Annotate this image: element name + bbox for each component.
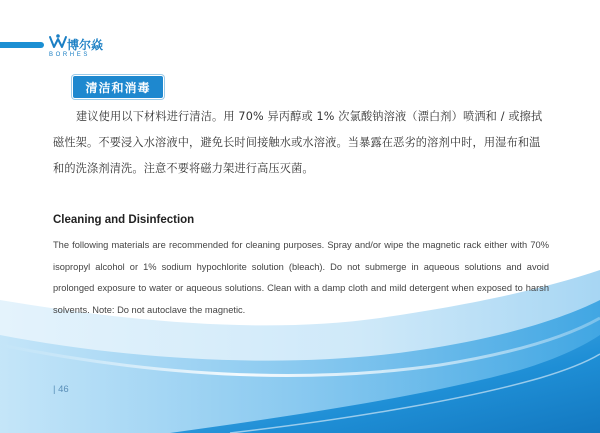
brand-name-en: BORHES: [49, 52, 90, 58]
section-heading-en: Cleaning and Disinfection: [53, 214, 195, 226]
header-accent-bar: [0, 42, 44, 48]
body-text-en: The following materials are recommended for cleaning purposes. Spray and/or wipe the magnetic rack either with 70% isopropyl alcohol or 1% sodium hypochlorite solution (bleach). Do not submerge in aqueous solutions and avoid prolonged exposure to water or aqueous solutions. Clean with a damp cloth and mild detergent when exposed to harsh solvents. Note: Do not autoclave the magnetic.: [53, 240, 549, 315]
page-number: | 46: [53, 384, 69, 395]
logo-mark-icon: [48, 33, 68, 51]
brand-name-cn: 博尔焱: [67, 38, 104, 52]
body-text-cn: 建议使用以下材料进行清洁。用 70% 异丙醇或 1% 次氯酸钠溶液（漂白剂）喷洒和 / 或擦拭磁性架。不要浸入水溶液中，避免长时间接触水或水溶液。当暴露在恶劣的溶剂中时，用湿布和温和的洗涤剂清洗。注意不要将磁力架进行高压灭菌。: [53, 110, 543, 175]
section-title-badge: 清洁和消毒: [73, 76, 163, 98]
brand-logo: [48, 33, 128, 63]
